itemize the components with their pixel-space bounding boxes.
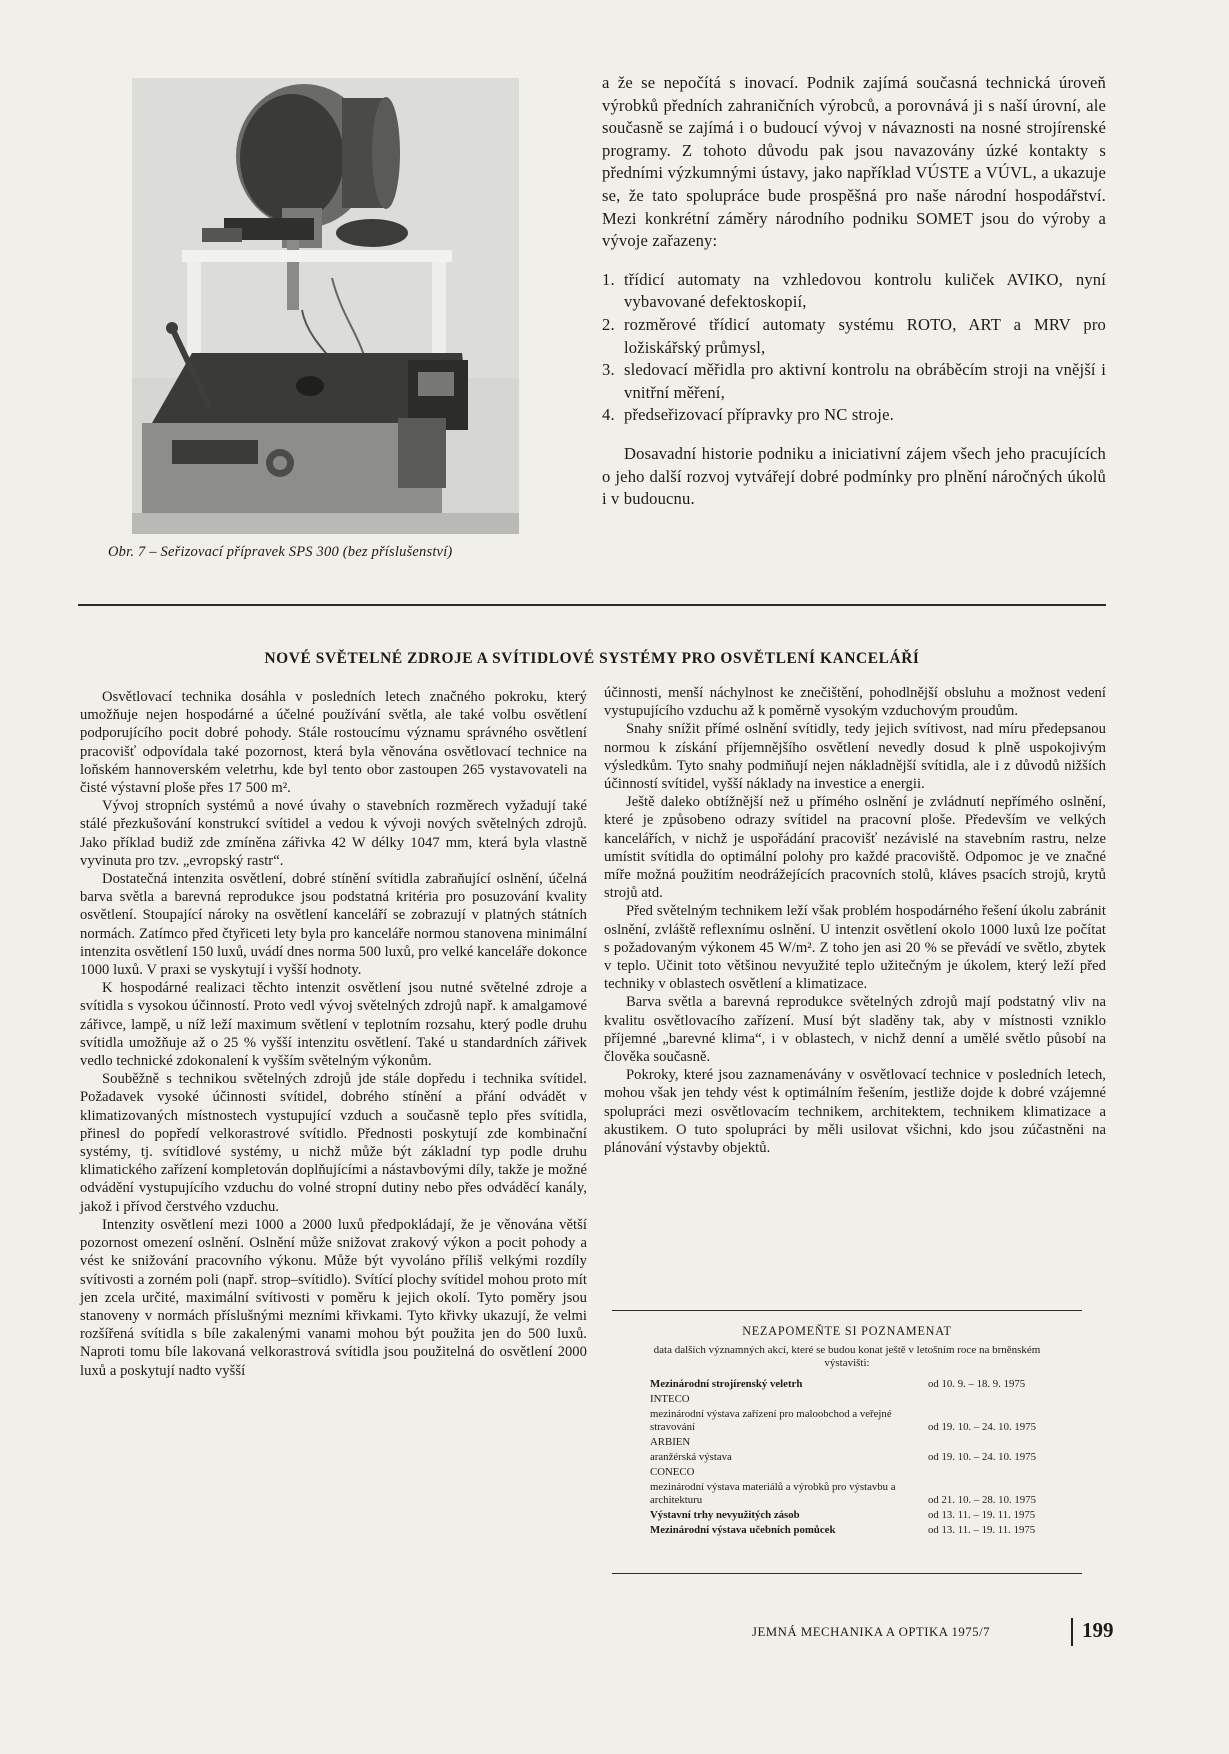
company-plans-text [602, 72, 1106, 511]
paragraph: Snahy snížit přímé oslnění svítidly, tedy jejich svítivost, nad míru předepsanou normou k získání příjemnějšího osvětlení nevedly dosud k plně uspokojivým výsledkům. Tyto snahy podmiňují nejen nákladnější svítidla, ale i z důvodů nižších účinností svítidel, vyšší náklady na investice a energii. [604, 721, 1106, 793]
event-organizer: CONECO [650, 1466, 695, 1478]
page-number: 199 [1082, 1618, 1114, 1642]
event-name: Výstavní trhy nevyužitých zásob [650, 1509, 800, 1521]
event-name: mezinárodní výstava zařízení pro maloobchod a veřejné stravování [650, 1408, 892, 1433]
event-date: od 13. 11. – 19. 11. 1975 [928, 1524, 1036, 1536]
paragraph: Před světelným technikem leží však problém hospodárného řešení úkolu zabránit oslnění, zvláště reflexnímu oslnění. U intenzit osvětlení okolo 1000 luxů lze počítat s požadovaným výkonem 45 W/m². Z toho jen asi 20 % se převádí ve světlo, zbytek v teplo. Učinit toto většinou nevyužité teplo užitečným je úkolem, který leží před techniky v oblastech osvětlení a klimatizace. [604, 903, 1106, 993]
paragraph: K hospodárné realizaci těchto intenzit osvětlení jsou nutné světelné zdroje a svítidla s vysokou účinností. Proto vedl vývoj světelných zdrojů např. k amalgamové zářivce, lampě, u níž leží maximum světlení v teplotním rozsahu, který podle druhu svítidla umožňuje až o 25 % vyšší intenzitu osvětlení. Také u standardních zářivek vedlo technické zdokonalení k vyšším světelným výkonům. [80, 980, 587, 1070]
reminder-subtitle: data dalších významných akcí, které se budou konat ještě v letošním roce na brněnském výstavišti: [653, 1344, 1041, 1369]
closing-paragraph: Dosavadní historie podniku a iniciativní zájem všech jeho pracujících o jeho další rozvoj vytvářejí dobré podmínky pro plnění náročných úkolů i v budoucnu. [602, 443, 1106, 509]
event-row [650, 1481, 1062, 1507]
article-right-column [604, 684, 1106, 1157]
journal-name: JEMNÁ MECHANIKA A OPTIKA 1975/7 [752, 1625, 991, 1639]
article-title: NOVÉ SVĚTELNÉ ZDROJE A SVÍTIDLOVÉ SYSTÉMY PRO OSVĚTLENÍ KANCELÁŘÍ [264, 650, 920, 667]
event-date: od 19. 10. – 24. 10. 1975 [928, 1451, 1036, 1463]
page-footer [752, 1616, 1112, 1644]
paragraph: Dostatečná intenzita osvětlení, dobré stínění svítidla zabraňující oslnění, účelná barva světla a barevná reprodukce jsou podstatná kritéria pro posuzování kvality osvětlení. Stoupající nároky na osvětlení kanceláří se zobrazují v platných státních normách. Zatímco před čtyřiceti lety byla pro kanceláře normou stanovena minimální intenzita osvětlení 150 luxů, uvádí dnes norma 500 luxů, pro velké kanceláře dokonce 1000 luxů. V praxi se vyskytují i vyšší hodnoty. [80, 871, 587, 979]
event-name: Mezinárodní výstava učebních pomůcek [650, 1524, 836, 1536]
paragraph: Barva světla a barevná reprodukce světelných zdrojů mají podstatný vliv na kvalitu osvětlovacího zařízení. Musí být sladěny tak, aby v místnosti vzniklo příjemné „barevné klima“, i v oblastech, v nichž denní a umělé světlo působí na člověka současně. [604, 994, 1106, 1066]
event-name: aranžérská výstava [650, 1451, 732, 1463]
paragraph-continuation: účinnosti, menší náchylnost ke znečištění, pohodlnější obsluhu a možnost vedení vystupujícího vzduchu až k poměrně vysokým vzduchovým proudům. [604, 685, 1106, 720]
sps300-device-illustration [132, 78, 519, 534]
event-name: mezinárodní výstava materiálů a výrobků pro výstavbu a architekturu [650, 1481, 896, 1506]
paragraph: Intenzity osvětlení mezi 1000 a 2000 luxů předpokládají, že je věnována větší pozornost omezení oslnění. Oslnění může snižovat zrakový výkon a pocit pohody a vést ke snižování pracovního výkonu. Může být vyvoláno příliš velkými rozdíly svítivosti a zorném poli (např. strop–svítidlo). Svítící plochy svítidel mohou proto mít jen zcela určité, maximální svítivosti v poměru k jejich okolí. Tyto poměry jsou stanoveny v normách příslušnými mezními křivkami. Tyto křivky ukazují, že velmi rozšířená svítidla s bíle zakalenými vanami mohou být použita jen do 500 luxů. Naproti tomu bíle lakovaná velkorastrová svítidla jsou použitelná do osvětlení 2000 luxů a poskytují nadto vyšší [80, 1216, 587, 1379]
list-item: 2. rozměrové třídicí automaty systému ROTO, ART a MRV pro ložiskářský průmysl, [602, 314, 1106, 357]
footer-separator [1071, 1618, 1073, 1646]
figure-caption: Obr. 7 – Seřizovací přípravek SPS 300 (bez příslušenství) [108, 544, 453, 560]
event-date: od 13. 11. – 19. 11. 1975 [928, 1509, 1036, 1521]
event-row [650, 1408, 1062, 1434]
device-photo [132, 78, 519, 534]
list-item: 3. sledovací měřidla pro aktivní kontrolu na obráběcím stroji na vnější i vnitřní měření, [602, 360, 1106, 402]
paragraph: Pokroky, které jsou zaznamenávány v osvětlovací technice v posledních letech, mohou však jen tehdy vést k optimálním řešením, jestliže dojde k dobré vzájemné spolupráci mezi osvětlovacím technikem, architektem, technikem klimatizace a akustikem. O tuto spolupráci by měli usilovat všichni, kdo jsou zúčastněni na plánování výstavby objektů. [604, 1067, 1106, 1157]
event-row [650, 1378, 1062, 1391]
event-row [650, 1524, 1062, 1537]
section-divider [78, 604, 1106, 606]
event-date: od 19. 10. – 24. 10. 1975 [928, 1421, 1036, 1433]
paragraph: Souběžně s technikou světelných zdrojů jde stále dopředu i technika svítidel. Požadavek vysoké účinnosti svítidel, dobrého stínění a přání odvádět v klimatizovaných místnostech vystupující vzduch a současně teplo přes svítidla, přinesl do popředí velkorastrové svítidlo. Přednosti poskytují zde kombinační systémy, tj. svítidlové systémy, u nichž může být základní typ podle druhu klimatického zařízení kompletován doplňujícími a nástavbovými díly, takže je možné odvádění vystupujícího vzduchu do volné stropní dutiny nebo přes odváděcí kanály, jakož i přívod čerstvého vzduchu. [80, 1071, 587, 1215]
event-organizer: INTECO [650, 1393, 690, 1405]
article-left-column [80, 688, 587, 1380]
reminder-title: NEZAPOMEŇTE SI POZNAMENAT [742, 1324, 952, 1338]
event-organizer: ARBIEN [650, 1436, 691, 1448]
event-name: Mezinárodní strojírenský veletrh [650, 1378, 803, 1390]
event-row [650, 1451, 1062, 1464]
intro-paragraph: a že se nepočítá s inovací. Podnik zajímá současná technická úroveň výrobků předních zahraničních výrobců, a porovnává ji s naší úrovní, ale současně se zajímá i o budoucí vývoj v návaznosti na nosné strojírenské programy. Z tohoto důvodu pak jsou navazovány úzké kontakty s předními výzkumnými ústavy, jako například VÚSTE a VÚVL, a ukazuje se, že tato spolupráce bude prospěšná pro naše národní hospodářství. Mezi konkrétní záměry národního podniku SOMET jsou do výroby a vývoje zařazeny: [602, 73, 1106, 251]
production-list [602, 269, 1106, 427]
paragraph: Vývoj stropních systémů a nové úvahy o stavebních rozměrech vyžadují také stálé přezkušování konstrukcí svítidel a vedou k vývoji nových světelných zdrojů. Jako příklad budiž zde zmíněna zářivka 42 W délky 1047 mm, která byla vlastně vyvinuta pro tzv. „evropský rastr“. [80, 798, 587, 869]
event-date: od 10. 9. – 18. 9. 1975 [928, 1378, 1026, 1390]
events-reminder-box [612, 1310, 1082, 1574]
list-item: 1. třídicí automaty na vzhledovou kontrolu kuliček AVIKO, nyní vybavované defektoskopií, [602, 269, 1106, 312]
event-date: od 21. 10. – 28. 10. 1975 [928, 1494, 1036, 1506]
event-row [650, 1509, 1062, 1522]
list-item: 4. předseřizovací přípravky pro NC stroje. [602, 405, 894, 425]
paragraph: Osvětlovací technika dosáhla v posledních letech značného pokroku, který umožňuje nejen hospodárné a účelné používání světla, ale také volbu osvětlení podporujícího pocit dobré pohody. Stále rostoucímu významu správného osvětlení pracovišť odpovídala také pozornost, která byla věnována osvětlovací technice na loňském hannoverském veletrhu, kde byl tento obor zastoupen 265 vystavovateli na čisté výstavní ploše přes 17 500 m². [80, 689, 587, 797]
paragraph: Ještě daleko obtížnější než u přímého oslnění je zvládnutí nepřímého oslnění, které je způsobeno odrazy svítidel na pracovní ploše. Především ve velkých kancelářích, v nichž je uspořádání pracovišť nezávislé na stavebním rastru, nelze umístit svítidla do optimální polohy pro každé pracoviště. Odpomoc je ve značné míře možná použitím neodrážejících pracovních stolů, kláves psacích strojů, krytů strojů atd. [604, 794, 1106, 902]
